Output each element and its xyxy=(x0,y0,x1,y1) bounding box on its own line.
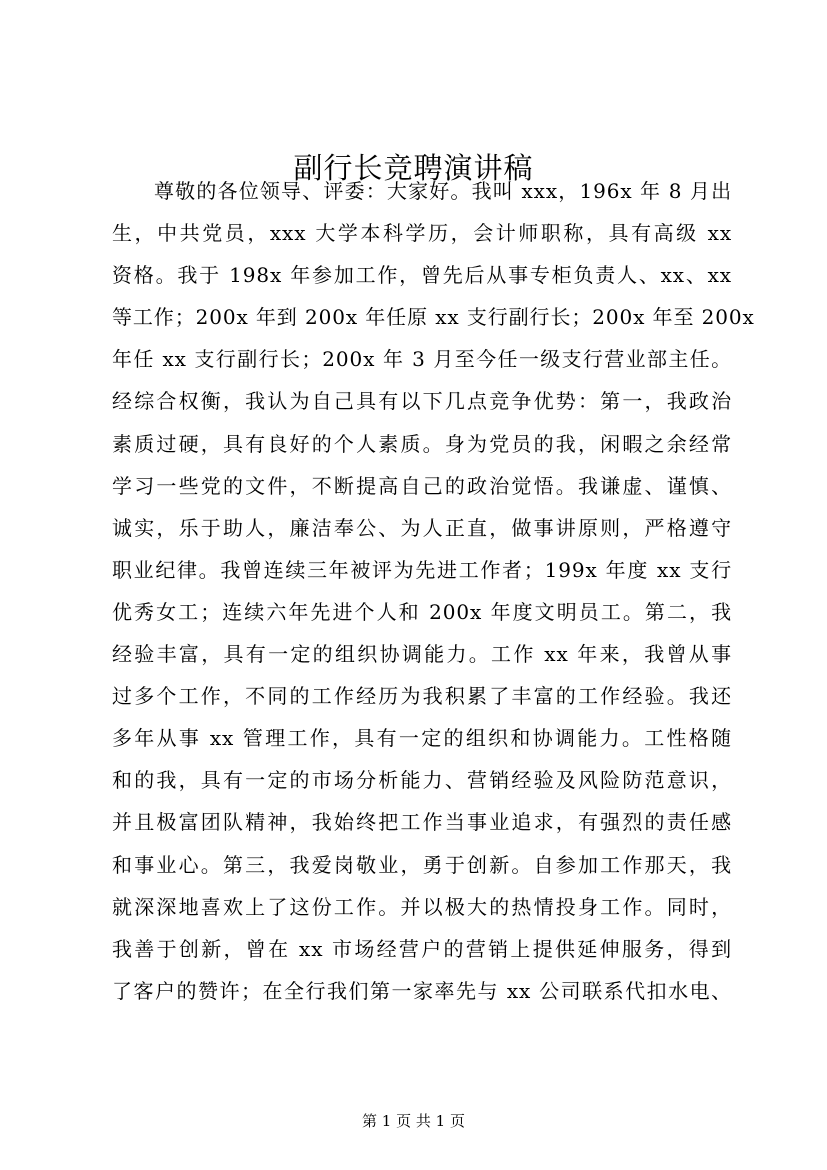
body-line: 资格。我于 198x 年参加工作，曾先后从事专柜负责人、xx、xx xyxy=(112,263,732,288)
page-footer: 第 1 页 共 1 页 xyxy=(362,1112,465,1130)
body-line: 诚实，乐于助人，廉洁奉公、为人正直，做事讲原则，严格遵守 xyxy=(112,515,732,540)
body-line: 学习一些党的文件，不断提高自己的政治觉悟。我谦虚、谨慎、 xyxy=(112,473,732,498)
body-line: 生，中共党员，xxx 大学本科学历，会计师职称，具有高级 xx xyxy=(112,221,732,246)
body-line: 职业纪律。我曾连续三年被评为先进工作者；199x 年度 xx 支行 xyxy=(112,557,732,582)
body-line: 经验丰富，具有一定的组织协调能力。工作 xx 年来，我曾从事 xyxy=(112,642,732,667)
body-line: 年任 xx 支行副行长；200x 年 3 月至今任一级支行营业部主任。 xyxy=(112,347,732,372)
body-line: 经综合权衡，我认为自己具有以下几点竞争优势：第一，我政治 xyxy=(112,389,732,414)
document-title: 副行长竞聘演讲稿 xyxy=(293,151,534,185)
body-line: 和事业心。第三，我爱岗敬业，勇于创新。自参加工作那天，我 xyxy=(112,852,732,877)
body-line: 过多个工作，不同的工作经历为我积累了丰富的工作经验。我还 xyxy=(112,684,732,709)
body-line: 就深深地喜欢上了这份工作。并以极大的热情投身工作。同时， xyxy=(112,894,732,919)
body-line: 了客户的赞许；在全行我们第一家率先与 xx 公司联系代扣水电、 xyxy=(112,978,732,1003)
body-line: 等工作；200x 年到 200x 年任原 xx 支行副行长；200x 年至 200x xyxy=(112,305,755,330)
body-line: 尊敬的各位领导、评委：大家好。我叫 xxx，196x 年 8 月出 xyxy=(154,179,732,203)
document-body xyxy=(112,170,755,1012)
body-line: 素质过硬，具有良好的个人素质。身为党员的我，闲暇之余经常 xyxy=(112,431,732,456)
body-line: 优秀女工；连续六年先进个人和 200x 年度文明员工。第二，我 xyxy=(112,599,732,624)
body-line: 并且极富团队精神，我始终把工作当事业追求，有强烈的责任感 xyxy=(112,810,732,835)
body-line: 和的我，具有一定的市场分析能力、营销经验及风险防范意识， xyxy=(112,768,732,793)
body-line: 我善于创新，曾在 xx 市场经营户的营销上提供延伸服务，得到 xyxy=(112,936,732,961)
body-line: 多年从事 xx 管理工作，具有一定的组织和协调能力。工性格随 xyxy=(112,726,732,751)
